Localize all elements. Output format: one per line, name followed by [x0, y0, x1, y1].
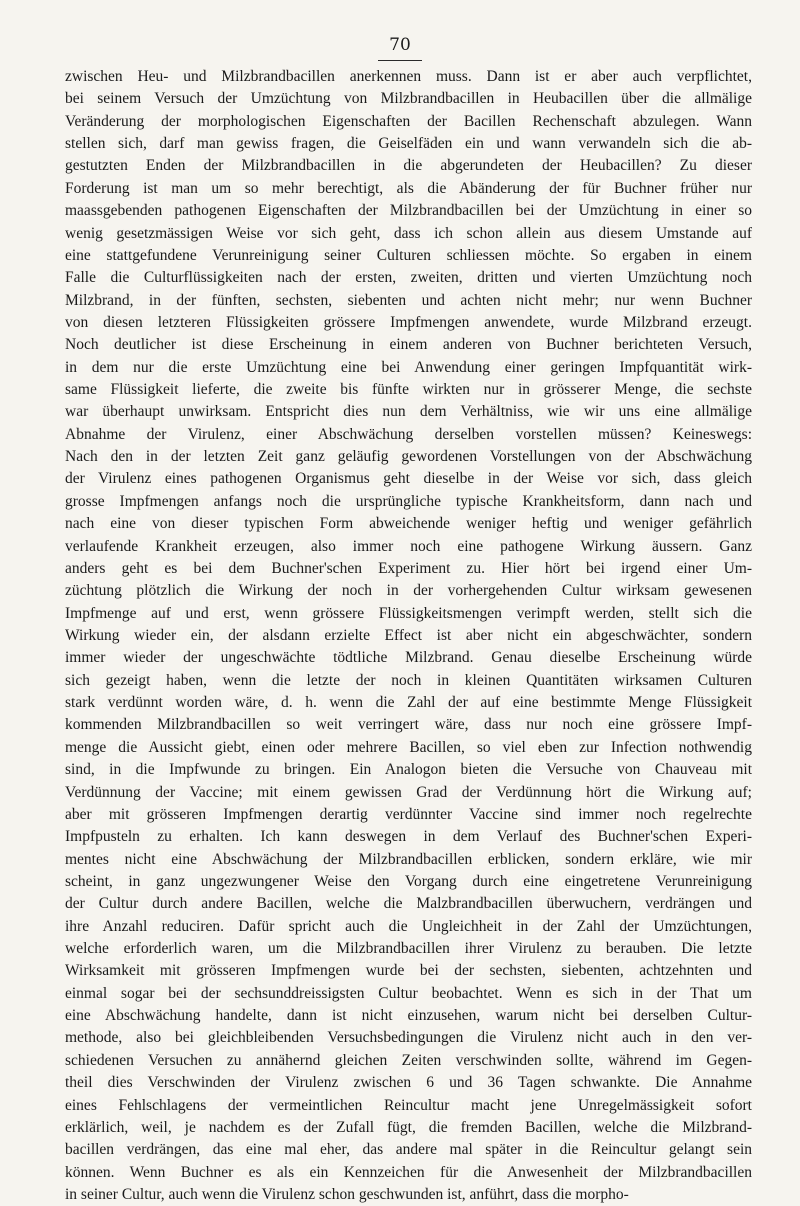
text-line: grosse Impfmengen anfangs noch die ursprüngliche typische Krankheitsform, dann nach und: [65, 492, 752, 510]
text-line: einmal sogar bei der sechsunddreissigsten Cultur beobachtet. Wenn es sich in der That um: [65, 984, 752, 1002]
text-line: Noch deutlicher ist diese Erscheinung in einem anderen von Buchner berichteten Versuch,: [65, 336, 752, 354]
text-line: sich gezeigt haben, wenn die letzte der noch in kleinen Quantitäten wirksamen Culturen: [65, 671, 752, 689]
text-line: war überhaupt unwirksam. Entspricht dies nun dem Verhältniss, wie wir uns eine allmälige: [65, 403, 752, 421]
text-line: gestutzten Enden der Milzbrandbacillen in die abgerundeten der Heubacillen? Zu dieser: [65, 157, 752, 175]
text-line: stellen sich, darf man gewiss fragen, die Geiselfäden ein und wann verwandeln sich die ab-: [65, 135, 752, 153]
text-line: Forderung ist man um so mehr berechtigt, als die Abänderung der für Buchner früher nur: [65, 179, 752, 197]
text-line: Abnahme der Virulenz, einer Abschwächung derselben vorstellen müssen? Keineswegs:: [65, 425, 752, 443]
text-line: nach eine von dieser typischen Form abweichende weniger heftig und weniger gefährlich: [65, 515, 752, 533]
text-line: mentes nicht eine Abschwächung der Milzbrandbacillen erblicken, sondern erkläre, wie mir: [65, 850, 752, 868]
text-line: ihre Anzahl reduciren. Dafür spricht auch die Ungleichheit in der Zahl der Umzüchtungen,: [65, 917, 752, 935]
text-line: von diesen letzteren Flüssigkeiten grössere Impfmengen anwendete, wurde Milzbrand erzeugt.: [65, 313, 752, 331]
text-line: welche erforderlich waren, um die Milzbrandbacillen ihrer Virulenz zu berauben. Die letzte: [65, 940, 752, 958]
text-line: der Cultur durch andere Bacillen, welche die Malzbrandbacillen überwuchern, verdrängen und: [65, 895, 752, 913]
text-line: züchtung plötzlich die Wirkung der noch in der vorhergehenden Cultur wirksam gewesenen: [65, 582, 752, 600]
text-line: eine stattgefundene Verunreinigung seiner Culturen schliessen möchte. So ergaben in einem: [65, 246, 752, 264]
text-line: eines Fehlschlagens der vermeintlichen Reincultur macht jene Unregelmässigkeit sofort: [65, 1096, 752, 1114]
text-line: methode, also bei gleichbleibenden Versuchsbedingungen die Virulenz nicht auch in den ver-: [65, 1029, 752, 1047]
text-line: in seiner Cultur, auch wenn die Virulenz schon geschwunden ist, anführt, dass die morpho-: [65, 1185, 629, 1203]
page-number: 70: [389, 35, 411, 55]
text-line: wenig gesetzmässigen Weise vor sich geht, dass ich schon allein aus diesem Umstande auf: [65, 224, 752, 242]
text-line: der Virulenz eines pathogenen Organismus geht dieselbe in der Weise vor sich, dass gleich: [65, 470, 752, 488]
text-line: bacillen verdrängen, das eine mal eher, das andere mal später in die Reincultur gelangt sein: [65, 1141, 752, 1159]
text-line: erklärlich, weil, je nachdem es der Zufall fügt, die fremden Bacillen, welche die Milzbrand-: [65, 1118, 752, 1136]
text-line: kommenden Milzbrandbacillen so weit verringert wäre, dass nur noch eine grössere Impf-: [65, 716, 752, 734]
text-line: Impfpusteln zu erhalten. Ich kann deswegen in dem Verlauf des Buchner'schen Experi-: [65, 828, 752, 846]
text-line: Impfmenge auf und erst, wenn grössere Flüssigkeitsmengen verimpft werden, stellt sich die: [65, 604, 752, 622]
text-line: Wirksamkeit mit grösseren Impfmengen wurde bei der sechsten, siebenten, achtzehnten und: [65, 962, 752, 980]
text-line: Nach den in der letzten Zeit ganz geläufig gewordenen Vorstellungen von der Abschwächung: [65, 448, 752, 466]
text-line: schiedenen Versuchen zu annähernd gleichen Zeiten verschwinden sollte, während im Gegen-: [65, 1051, 752, 1069]
page-number-rule: [378, 60, 422, 61]
text-line: immer wieder der ungeschwächte tödtliche Milzbrand. Genau dieselbe Erscheinung würde: [65, 649, 752, 667]
text-line: scheint, in ganz ungezwungener Weise den Vorgang durch eine eingetretene Verunreinigung: [65, 872, 752, 890]
text-line: zwischen Heu- und Milzbrandbacillen anerkennen muss. Dann ist er aber auch verpflichtet,: [65, 68, 752, 85]
text-line: Wirkung wieder ein, der alsdann erzielte Effect ist aber nicht ein abgeschwächter, sondern: [65, 626, 752, 644]
text-line: bei seinem Versuch der Umzüchtung von Milzbrandbacillen in Heubacillen über die allmälige: [65, 90, 752, 108]
text-line: eine Abschwächung handelte, dann ist nicht einzusehen, warum nicht bei derselben Cultur-: [65, 1007, 752, 1025]
text-line: sind, in die Impfwunde zu bringen. Ein Analogon bieten die Versuche von Chauveau mit: [65, 761, 752, 779]
text-line: same Flüssigkeit lieferte, die zweite bis fünfte wirkten nur in grösserer Menge, die sechste: [65, 381, 752, 399]
text-line: Veränderung der morphologischen Eigenschaften der Bacillen Rechenschaft abzulegen. Wann: [65, 112, 752, 130]
text-line: Verdünnung der Vaccine; mit einem gewissen Grad der Verdünnung hört die Wirkung auf;: [65, 783, 752, 801]
body-text: [65, 66, 752, 1206]
text-line: theil dies Verschwinden der Virulenz zwischen 6 und 36 Tagen schwankte. Die Annahme: [65, 1074, 752, 1092]
text-line: verlaufende Krankheit erzeugen, also immer noch eine pathogene Wirkung äussern. Ganz: [65, 537, 752, 555]
text-line: Falle die Culturflüssigkeiten nach der ersten, zweiten, dritten und vierten Umzüchtung noch: [65, 269, 752, 287]
text-line: können. Wenn Buchner es als ein Kennzeichen für die Anwesenheit der Milzbrandbacillen: [65, 1163, 752, 1181]
text-line: Milzbrand, in der fünften, sechsten, siebenten und achten nicht mehr; nur wenn Buchner: [65, 291, 752, 309]
text-line: in dem nur die erste Umzüchtung eine bei Anwendung einer geringen Impfquantität wirk-: [65, 358, 752, 376]
text-line: maassgebenden pathogenen Eigenschaften der Milzbrandbacillen bei der Umzüchtung in einer so: [65, 202, 752, 220]
text-line: anders geht es bei dem Buchner'schen Experiment zu. Hier hört bei irgend einer Um-: [65, 559, 752, 577]
text-line: stark verdünnt worden wäre, d. h. wenn die Zahl der auf eine bestimmte Menge Flüssigkeit: [65, 694, 752, 712]
text-line: menge die Aussicht giebt, einen oder mehrere Bacillen, so viel eben zur Infection nothwendig: [65, 738, 752, 756]
text-line: aber mit grösseren Impfmengen derartig verdünnter Vaccine sind immer noch regelrechte: [65, 805, 752, 823]
